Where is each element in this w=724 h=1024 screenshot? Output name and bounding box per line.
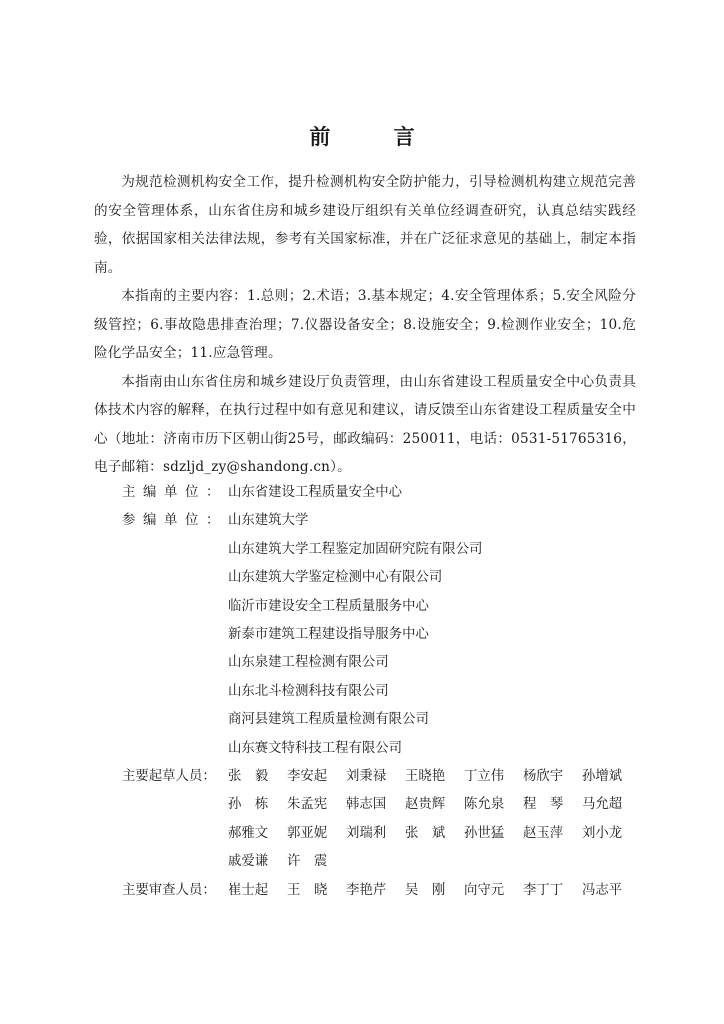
drafter-name: 孙增斌 [582,769,623,785]
preface-body [94,168,636,482]
drafters-row [122,763,642,877]
participating-unit: 山东泉建工程检测有限公司 [228,655,389,671]
reviewer-name: 王晓 [287,882,341,898]
drafters-list [228,763,642,877]
drafter-name: 刘秉禄 [346,769,387,785]
drafters-label: 主要起草人员： [122,769,216,785]
reviewer-name: 向守元 [464,882,505,898]
drafter-name: 朱孟宪 [287,797,328,813]
drafter-name: 许震 [287,854,341,870]
participating-unit: 山东赛文特科技工程有限公司 [228,740,403,756]
drafter-name: 张毅 [228,769,282,785]
chief-unit-name: 山东省建设工程质量安全中心 [228,485,403,500]
participating-unit: 山东建筑大学工程鉴定加固研究院有限公司 [228,541,483,557]
reviewers-label: 主要审查人员： [122,882,216,898]
participating-unit: 山东建筑大学鉴定检测中心有限公司 [228,570,443,586]
drafter-name: 马允超 [582,797,623,813]
participating-unit: 山东建筑大学 [228,513,309,529]
drafter-name: 郭亚妮 [287,825,328,841]
participating-unit: 商河县建筑工程质量检测有限公司 [228,712,429,728]
drafter-name: 李安起 [287,769,328,785]
page-title: 前 言 [309,124,443,149]
drafter-name: 孙栋 [228,797,282,813]
participating-unit: 临沂市建设安全工程质量服务中心 [228,598,429,614]
participating-units-row [122,507,642,763]
credits-block [122,479,642,905]
reviewer-name: 崔士起 [228,882,269,898]
drafter-name: 刘小龙 [582,825,623,841]
participating-unit: 山东北斗检测科技有限公司 [228,683,389,699]
drafter-name: 郝雅文 [228,825,269,841]
drafter-name: 杨欣宇 [523,769,564,785]
paragraph-contents: 本指南的主要内容：1.总则；2.术语；3.基本规定；4.安全管理体系；5.安全风险分级管控；6.事故隐患排查治理；7.仪器设备安全；8.设施安全；9.检测作业安全；10.危险化学品安全；11.应急管理。 [94,288,636,361]
drafter-name: 丁立伟 [464,769,505,785]
drafter-name: 韩志国 [346,797,387,813]
participating-units-label: 参编单位： [122,513,227,529]
drafter-name: 孙世猛 [464,825,505,841]
drafter-name: 赵贵辉 [405,797,446,813]
paragraph-purpose: 为规范检测机构安全工作，提升检测机构安全防护能力，引导检测机构建立规范完善的安全管理体系，山东省住房和城乡建设厅组织有关单位经调查研究，认真总结实践经验，依据国家相关法律法规，参考有关国家标准，并在广泛征求意见的基础上，制定本指南。 [94,174,636,276]
reviewers-list [228,877,642,905]
drafter-name: 王晓艳 [405,769,446,785]
drafter-name: 张斌 [405,825,459,841]
paragraph-management: 本指南由山东省住房和城乡建设厅负责管理，由山东省建设工程质量安全中心负责具体技术内容的解释，在执行过程中如有意见和建议，请反馈至山东省建设工程质量安全中心（地址：济南市历下区朝山街25号，邮政编码：250011，电话：0531-51765316，电子邮箱：sdzljd_zy@shandong.cn）。 [94,373,636,475]
drafter-name: 刘瑞利 [346,825,387,841]
drafter-name: 陈允泉 [464,797,505,813]
participating-units-list [228,507,642,763]
chief-unit-row [122,479,642,507]
reviewer-name: 李丁丁 [523,882,564,898]
drafter-name: 戚爱谦 [228,854,269,870]
reviewer-name: 李艳芹 [346,882,387,898]
participating-unit: 新泰市建筑工程建设指导服务中心 [228,627,429,643]
drafter-name: 赵玉萍 [523,825,564,841]
reviewers-row [122,877,642,905]
chief-unit-label: 主编单位： [122,485,227,500]
reviewer-name: 冯志平 [582,882,623,898]
reviewer-name: 吴刚 [405,882,459,898]
drafter-name: 程琴 [523,797,577,813]
